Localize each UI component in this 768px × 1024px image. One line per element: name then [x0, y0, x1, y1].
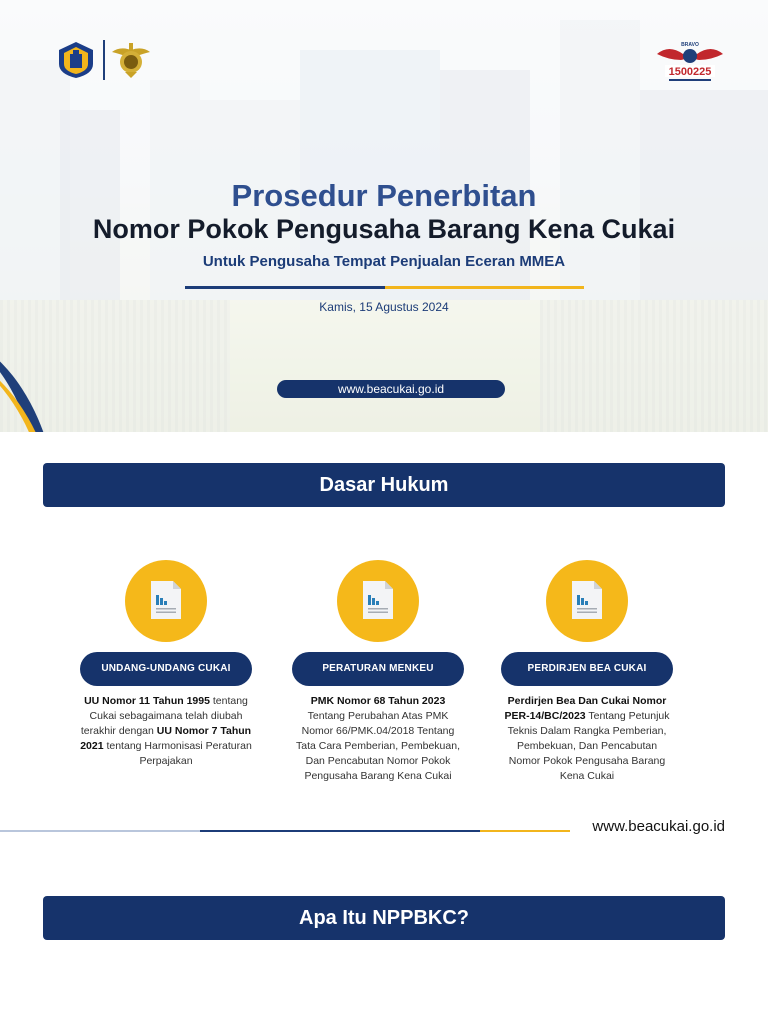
- kemenkeu-logo: [55, 40, 97, 80]
- legal-basis-card: [500, 560, 674, 784]
- document-icon: [570, 579, 604, 621]
- divider-line: [480, 830, 570, 832]
- legal-basis-card: [291, 560, 465, 784]
- title-underline: [385, 286, 584, 289]
- divider-line: [200, 830, 480, 832]
- card-description: UU Nomor 11 Tahun 1995 tentang Cukai sebagaimana telah diubah terakhir dengan UU Nomor 7 Tahun 2021 tentang Harmonisasi Peraturan Perpajakan: [80, 695, 252, 767]
- bravo-number: 1500225: [668, 66, 712, 78]
- logo-divider: [103, 40, 105, 80]
- document-icon-badge: [125, 560, 207, 642]
- card-label-peraturan-menkeu: PERATURAN MENKEU: [292, 652, 464, 686]
- document-icon-badge: [337, 560, 419, 642]
- section-heading-apa-itu-nppbkc: Apa Itu NPPBKC?: [43, 896, 725, 940]
- page-title-main: Nomor Pokok Pengusaha Barang Kena Cukai: [92, 214, 676, 244]
- title-underline: [185, 286, 385, 289]
- hero-banner: [0, 0, 768, 432]
- bravo-1500225-logo: [655, 40, 725, 84]
- publication-date: Kamis, 15 Agustus 2024: [319, 300, 449, 314]
- page-subtitle: Untuk Pengusaha Tempat Penjualan Eceran MMEA: [202, 253, 566, 270]
- card-label-undang-undang: UNDANG-UNDANG CUKAI: [80, 652, 252, 686]
- document-icon: [149, 579, 183, 621]
- website-link[interactable]: www.beacukai.go.id: [277, 380, 505, 398]
- footer-website-link[interactable]: www.beacukai.go.id: [592, 818, 725, 835]
- section-heading-dasar-hukum: Dasar Hukum: [43, 463, 725, 507]
- document-icon: [361, 579, 395, 621]
- bea-cukai-logo: [110, 38, 152, 80]
- document-icon-badge: [546, 560, 628, 642]
- page-title: Prosedur Penerbitan: [231, 178, 537, 213]
- divider-line: [0, 830, 200, 832]
- card-label-perdirjen: PERDIRJEN BEA CUKAI: [501, 652, 673, 686]
- card-description: PMK Nomor 68 Tahun 2023 Tentang Perubahan Atas PMK Nomor 66/PMK.04/2018 Tentang Tata Cara Pemberian, Pembekuan, Dan Pencabutan Nomor Pokok Pengusaha Barang Kena Cukai: [295, 695, 460, 782]
- legal-basis-card: [79, 560, 253, 769]
- card-description: Perdirjen Bea Dan Cukai Nomor PER-14/BC/2023 Tentang Petunjuk Teknis Dalam Rangka Pemberian, Pembekuan, Dan Pencabutan Nomor Pokok Pengusaha Barang Kena Cukai: [504, 695, 670, 782]
- bravo-label: BRAVO: [681, 42, 699, 48]
